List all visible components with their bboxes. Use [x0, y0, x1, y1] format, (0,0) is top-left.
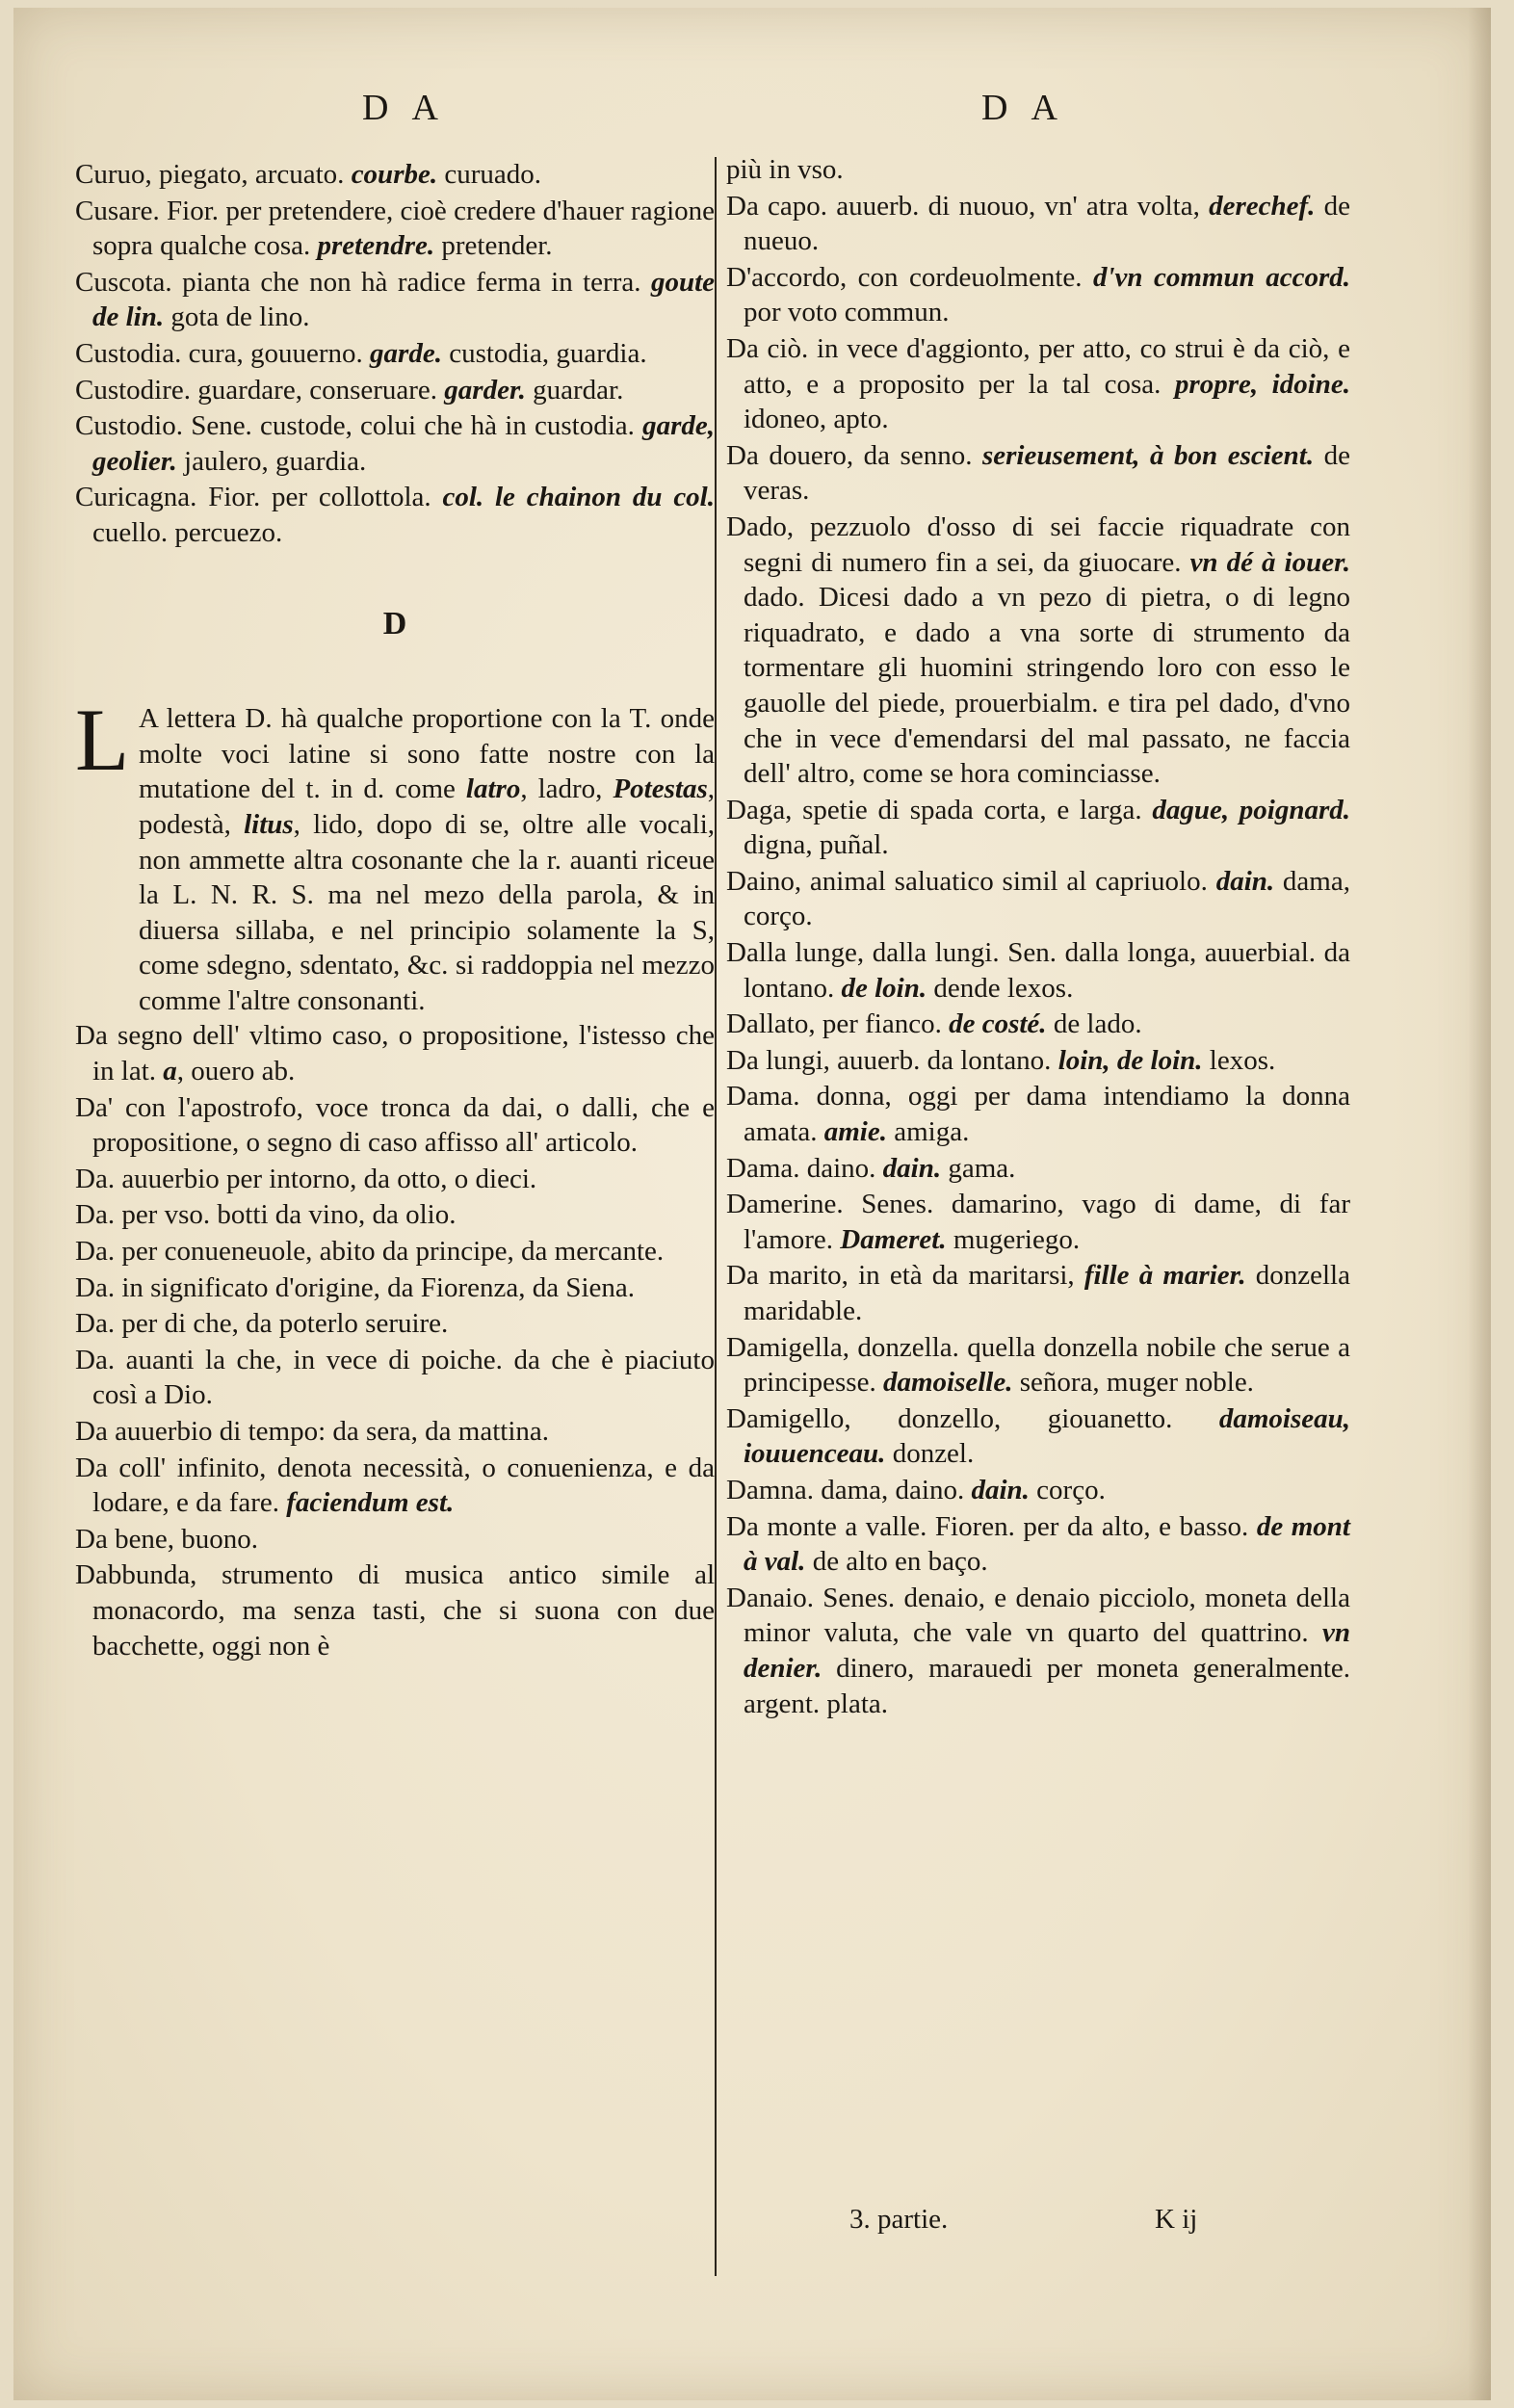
dictionary-entry [726, 152, 1350, 188]
entry-text: Curuo, piegato, arcuato. [75, 159, 352, 190]
entry-spanish-gloss: idoneo, apto. [744, 404, 889, 435]
signature-mark: 3. partie. [849, 2204, 949, 2235]
entry-text: Da. auanti la che, in vece di poiche. da che è piaciuto così a Dio. [75, 1344, 715, 1411]
dictionary-entry [726, 864, 1350, 934]
dictionary-entry [726, 1581, 1350, 1721]
section-letter: D [382, 605, 407, 641]
entry-french-gloss: de loin. [841, 972, 927, 1004]
page-signature: K ij [1155, 2204, 1198, 2235]
entry-text: Danaio. Senes. denaio, e denaio picciolo, moneta della minor valuta, che vale vn quarto del quattrino. [726, 1582, 1350, 1649]
column-rule [715, 157, 717, 2276]
dictionary-entry [726, 1151, 1350, 1187]
dictionary-entry [726, 1079, 1350, 1149]
entry-french-gloss: courbe. [351, 159, 438, 190]
entry-spanish-gloss: dende lexos. [927, 972, 1074, 1004]
dictionary-entry [75, 265, 715, 335]
entry-spanish-gloss: señora, muger noble. [1012, 1367, 1254, 1399]
entry-spanish-gloss: gama. [941, 1152, 1016, 1184]
dictionary-entry [726, 260, 1350, 330]
left-column [75, 157, 715, 1664]
running-head-right: DA [981, 88, 1081, 128]
entry-text: Damerine. Senes. damarino, vago di dame, di far l'amore. [726, 1189, 1350, 1255]
entry-text: Dama. donna, oggi per dama intendiamo la donna amata. [726, 1081, 1350, 1148]
dictionary-entry [75, 373, 715, 408]
entry-text: Dabbunda, strumento di musica antico simile al monacordo, ma senza tasti, che si suona con due bacchette, oggi non è [75, 1559, 715, 1662]
intro-latin-1: latro [465, 773, 521, 805]
entry-spanish-gloss: cuello. percuezo. [92, 516, 283, 548]
left-entries-top [75, 157, 715, 551]
entry-text: Da. per vso. botti da vino, da olio. [75, 1199, 457, 1231]
entry-french-gloss: damoiseau, iouuenceau. [744, 1402, 1350, 1470]
entry-french-gloss: dain. [971, 1474, 1030, 1505]
entry-text: Da bene, buono. [75, 1523, 259, 1555]
entry-spanish-gloss: guardar. [525, 374, 624, 406]
dictionary-entry [75, 1018, 715, 1088]
dictionary-entry [726, 793, 1350, 863]
entry-spanish-gloss: de veras. [744, 439, 1351, 507]
entry-french-gloss: col. le chainon du col. [442, 482, 715, 513]
intro-latin-3: litus [244, 808, 294, 840]
entry-text: Dado, pezzuolo d'osso di sei faccie riquadrate con segni di numero fin a sei, da giuocare. [726, 510, 1350, 578]
book-page [13, 8, 1491, 2400]
entry-text: Da ciò. in vece d'aggionto, per atto, co strui è da ciò, e atto, e a proposito per la tal cosa. [726, 332, 1350, 400]
dictionary-entry [726, 1258, 1350, 1328]
entry-french-gloss: serieusement, à bon escient. [981, 439, 1315, 471]
entry-spanish-gloss: donzella maridable. [744, 1260, 1350, 1326]
entry-spanish-gloss: corço. [1029, 1474, 1106, 1505]
right-entries [726, 152, 1350, 1721]
entry-text: Cuscota. pianta che non hà radice ferma in terra. [75, 266, 651, 298]
entry-spanish-gloss: de nueuo. [744, 190, 1350, 257]
entry-spanish-gloss: de alto en baço. [805, 1546, 988, 1578]
entry-text: Dama. daino. [726, 1152, 883, 1184]
entry-text: Curicagna. Fior. per collottola. [75, 482, 443, 513]
entry-french-gloss: loin, de loin. [1057, 1044, 1203, 1076]
dictionary-entry [726, 1187, 1350, 1257]
left-entries-bottom [75, 1018, 715, 1663]
dictionary-entry [726, 1473, 1350, 1508]
entry-spanish-gloss: custodia, guardia. [441, 337, 647, 369]
entry-text: più in vso. [726, 154, 844, 185]
entry-french-gloss: garde, geolier. [92, 410, 715, 477]
entry-text: Damigello, donzello, giouanetto. [726, 1402, 1219, 1434]
dictionary-entry [726, 935, 1350, 1006]
drop-cap: L [75, 691, 130, 790]
dictionary-entry [75, 1522, 715, 1557]
entry-spanish-gloss: gota de lino. [164, 301, 310, 333]
intro-text-c: , podestà, [139, 773, 715, 840]
dictionary-entry [726, 189, 1350, 259]
entry-text: Da. auuerbio per intorno, da otto, o dieci. [75, 1163, 537, 1194]
entry-text: Da capo. auuerb. di nuouo, vn' atra volta, [726, 190, 1210, 222]
entry-text: Da lungi, auuerb. da lontano. [726, 1044, 1058, 1076]
entry-french-gloss: garde. [370, 337, 442, 369]
intro-latin-2: Potestas [613, 773, 708, 805]
entry-text: Da. per conueneuole, abito da principe, da mercante. [75, 1236, 665, 1268]
entry-spanish-gloss: por voto commun. [744, 297, 950, 328]
entry-spanish-gloss: jaulero, guardia. [176, 445, 367, 477]
dictionary-entry [75, 157, 715, 193]
dictionary-entry [726, 1007, 1350, 1042]
entry-text: Da. in significato d'origine, da Fiorenza, da Siena. [75, 1271, 636, 1303]
entry-french-gloss: amie. [823, 1116, 887, 1148]
entry-text: Dalla lunge, dalla lungi. Sen. dalla longa, auuerbial. da lontano. [726, 937, 1350, 1004]
entry-text: Da coll' infinito, denota necessità, o conuenienza, e da lodare, e da fare. [75, 1452, 715, 1519]
entry-spanish-gloss: digna, puñal. [744, 829, 889, 861]
dictionary-entry [75, 194, 715, 264]
entry-text: Da douero, da senno. [726, 439, 982, 471]
dictionary-entry [75, 336, 715, 372]
entry-text: Daino, animal saluatico simil al capriuolo. [726, 865, 1216, 897]
entry-french-gloss: a [163, 1056, 177, 1087]
entry-text: Daga, spetie di spada corta, e larga. [726, 794, 1153, 825]
entry-spanish-gloss: dama, corço. [744, 865, 1350, 932]
entry-french-gloss: propre, idoine. [1174, 368, 1350, 400]
entry-text: Cusare. Fior. per pretendere, cioè credere d'hauer ragione sopra qualche cosa. [75, 195, 715, 262]
dictionary-entry [726, 1330, 1350, 1400]
dictionary-entry [75, 1414, 715, 1450]
dictionary-entry [75, 408, 715, 479]
entry-french-gloss: derechef. [1209, 190, 1316, 222]
entry-text: Damna. dama, daino. [726, 1474, 972, 1505]
entry-french-gloss: dain. [882, 1152, 942, 1184]
entry-spanish-gloss: donzel. [885, 1438, 975, 1470]
entry-french-gloss: damoiselle. [882, 1367, 1013, 1399]
entry-text: Da. per di che, da poterlo seruire. [75, 1308, 449, 1340]
entry-text: Custodire. guardare, conseruare. [75, 374, 445, 406]
dictionary-entry [726, 1401, 1350, 1472]
entry-french-gloss: goute de lin. [92, 266, 715, 333]
entry-french-gloss: vn denier. [744, 1617, 1350, 1684]
intro-text-b: , ladro, [520, 773, 613, 805]
dictionary-entry [75, 1451, 715, 1521]
entry-spanish-gloss: pretender. [434, 230, 553, 262]
entry-french-gloss: de mont à val. [744, 1510, 1350, 1578]
dictionary-entry [75, 1162, 715, 1197]
entry-text: Custodia. cura, gouuerno. [75, 337, 371, 369]
intro-text-a: A lettera D. hà qualche proportione con la T. onde molte voci latine si sono fatte nostre con la mutatione del t. in d. come [139, 703, 715, 805]
entry-french-gloss: de costé. [949, 1008, 1047, 1040]
entry-spanish-gloss: dado. Dicesi dado a vn pezo di pietra, o di legno riquadrato, e dado a vna sorte di strumento da tormentare gli huomini stringendo loro con esso le gauolle del piede, prouerbialm. e tira pel dado, d'vno che in vece d'emendarsi del mal passato, ne faccia dell' altro, come se hora cominciasse. [744, 582, 1350, 790]
entry-spanish-gloss: , ouero ab. [176, 1056, 296, 1087]
dictionary-entry [726, 1509, 1350, 1580]
dictionary-entry [75, 1343, 715, 1413]
entry-french-gloss: vn dé à iouer. [1189, 546, 1350, 578]
entry-french-gloss: faciendum est. [286, 1487, 455, 1519]
page-edge-shadow [1468, 8, 1491, 2400]
entry-text: Da' con l'apostrofo, voce tronca da dai, o dalli, che e propositione, o segno di caso affisso all' articolo. [75, 1091, 715, 1159]
dictionary-entry [75, 480, 715, 550]
dictionary-entry [75, 1234, 715, 1269]
entry-french-gloss: pretendre. [317, 230, 435, 262]
entry-text: D'accordo, con cordeuolmente. [726, 261, 1093, 293]
entry-text: Damigella, donzella. quella donzella nobile che serue a principesse. [726, 1331, 1350, 1399]
letter-introduction [75, 691, 715, 1018]
entry-spanish-gloss: curuado. [437, 159, 542, 190]
entry-text: Dallato, per fianco. [726, 1008, 950, 1040]
intro-text-d: , lido, dopo di se, oltre alle vocali, non ammette altra cosonante che la r. auanti riceue la L. N. R. S. ma nel mezo della parola, & in diuersa sillaba, e nel principio solamente la S, come sdegno, sdentato, &c. si raddoppia nel mezzo comme l'altre consonanti. [139, 808, 715, 1016]
dictionary-entry [75, 1090, 715, 1161]
running-head-left: DA [362, 88, 461, 128]
entry-spanish-gloss: dinero, marauedi per moneta generalmente. argent. plata. [744, 1652, 1350, 1719]
entry-spanish-gloss: amiga. [886, 1116, 970, 1148]
entry-text: Da marito, in età da maritarsi, [726, 1260, 1084, 1292]
dictionary-entry [726, 438, 1350, 509]
entry-spanish-gloss: de lado. [1046, 1008, 1142, 1040]
entry-text: Da segno dell' vltimo caso, o propositione, l'istesso che in lat. [75, 1020, 715, 1087]
dictionary-entry [75, 1557, 715, 1663]
entry-spanish-gloss: mugeriego. [946, 1223, 1081, 1255]
dictionary-entry [726, 1043, 1350, 1079]
entry-french-gloss: Dameret. [840, 1223, 947, 1255]
dictionary-entry [726, 331, 1350, 437]
entry-text: Custodio. Sene. custode, colui che hà in custodia. [75, 410, 643, 442]
dictionary-entry [75, 1270, 715, 1306]
right-column [726, 152, 1350, 1722]
entry-french-gloss: fille à marier. [1083, 1260, 1246, 1292]
entry-french-gloss: garder. [444, 374, 526, 406]
entry-french-gloss: dain. [1215, 865, 1275, 897]
entry-text: Da monte a valle. Fioren. per da alto, e basso. [726, 1510, 1257, 1542]
dictionary-entry [75, 1197, 715, 1233]
entry-text: Da auuerbio di tempo: da sera, da mattina. [75, 1416, 550, 1447]
entry-spanish-gloss: lexos. [1202, 1044, 1276, 1076]
entry-french-gloss: dague, poignard. [1152, 794, 1350, 825]
dictionary-entry [75, 1306, 715, 1342]
dictionary-entry [726, 510, 1350, 792]
entry-french-gloss: d'vn commun accord. [1093, 261, 1350, 293]
